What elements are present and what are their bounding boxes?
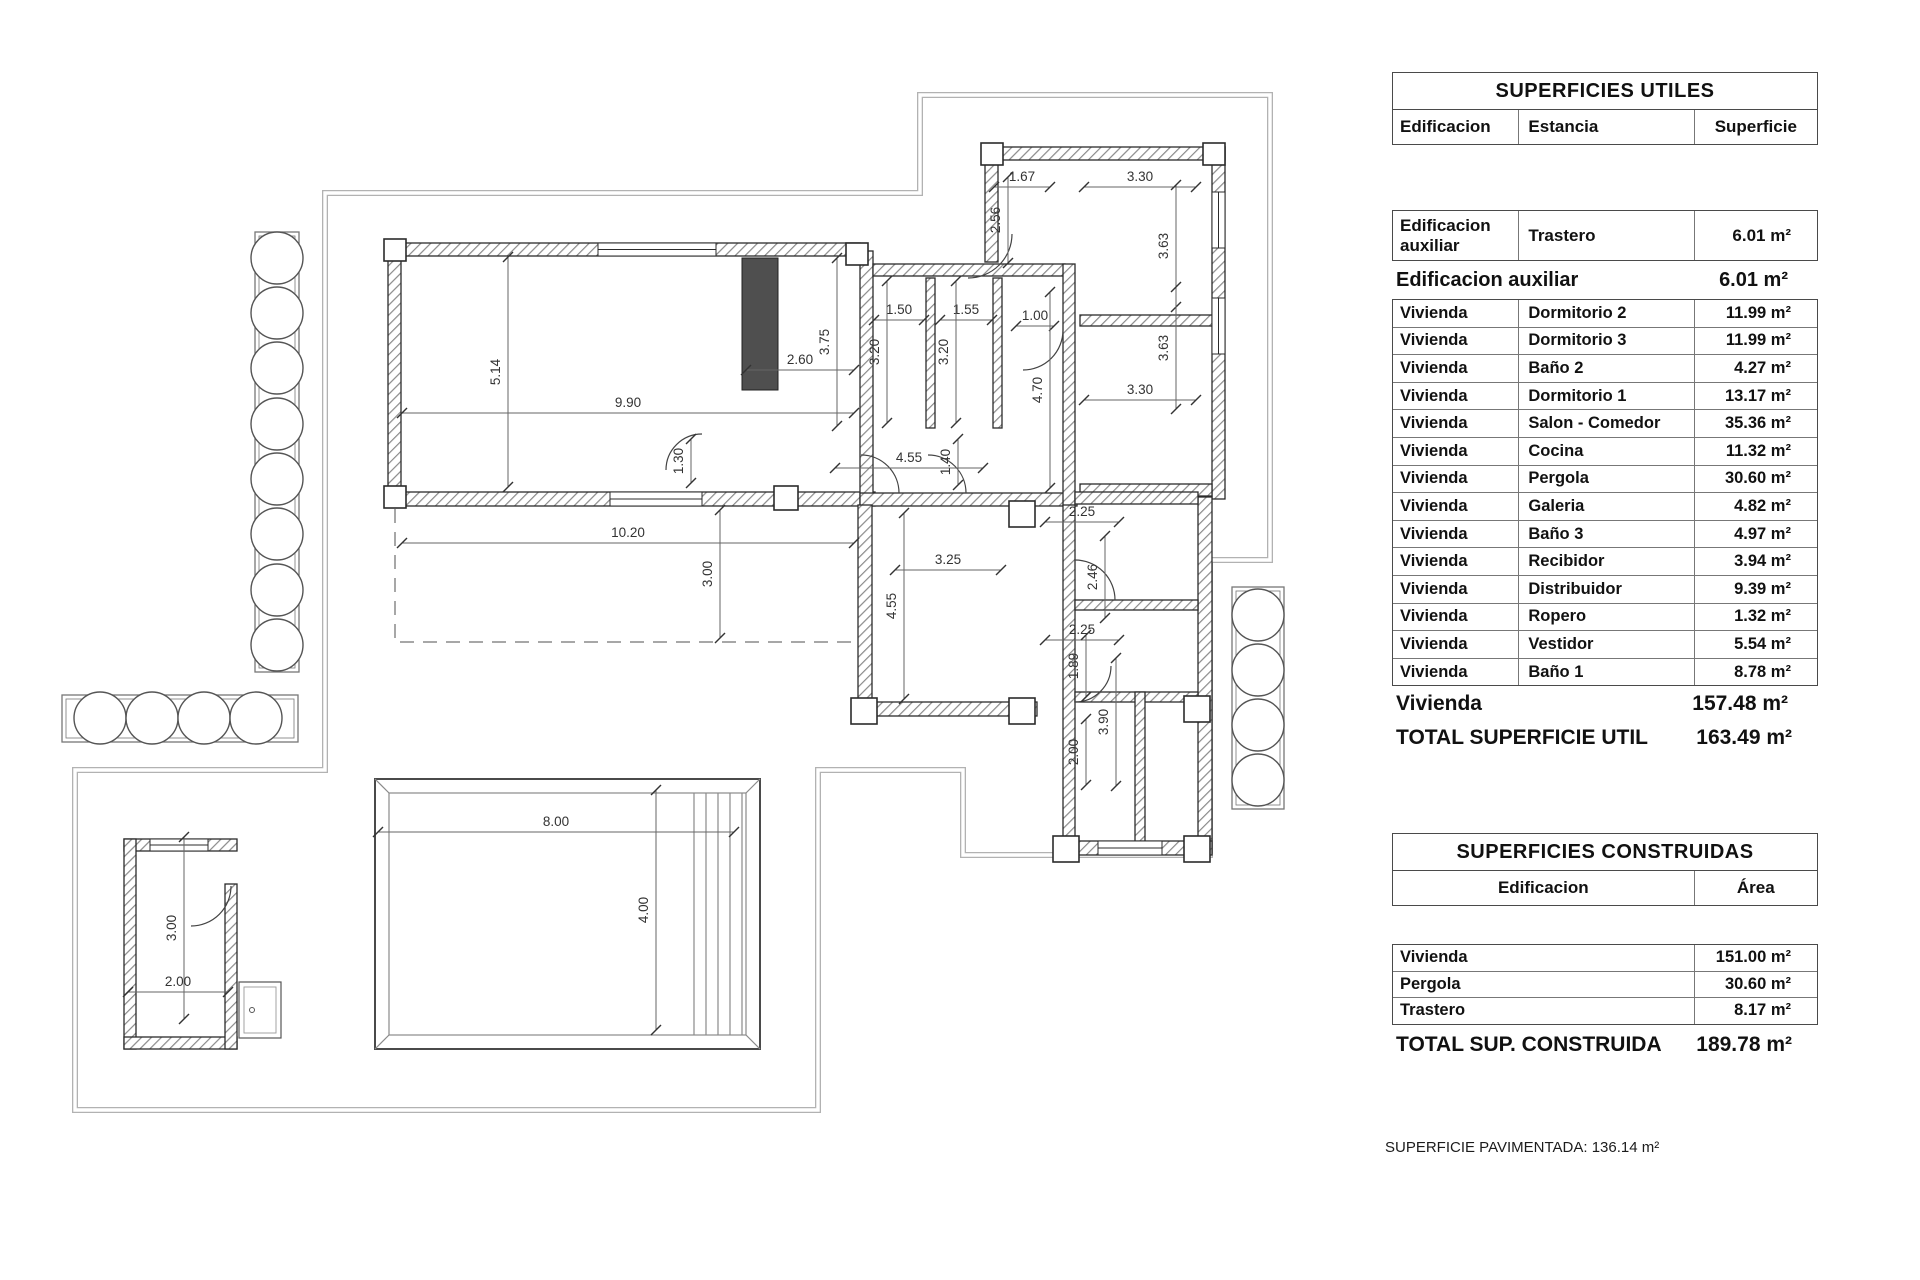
table-row: [1393, 575, 1817, 603]
equipment-pad: [239, 982, 281, 1038]
table-cell: 13.17 m²: [1694, 383, 1817, 410]
aux-subtotal: [1392, 261, 1818, 299]
table-row: [1393, 465, 1817, 493]
dimension: [890, 552, 1006, 575]
svg-text:1.40: 1.40: [938, 448, 953, 476]
dimension: [989, 169, 1055, 192]
svg-text:2.46: 2.46: [1085, 563, 1100, 591]
dimension: [830, 448, 988, 476]
table-cell: Vivienda: [1400, 414, 1468, 433]
dimension: [869, 302, 929, 325]
table-cell: Vivienda: [1400, 524, 1468, 543]
table-cell: Pergola: [1400, 974, 1461, 993]
table-cell: Dormitorio 3: [1518, 328, 1693, 355]
table-row: [1393, 437, 1817, 465]
svg-text:1.00: 1.00: [1021, 308, 1049, 323]
superficies-utiles-table: [1392, 72, 1818, 755]
table-cell: Vivienda: [1400, 634, 1468, 653]
table-cell: Dormitorio 1: [1518, 383, 1693, 410]
table-row: [1393, 300, 1817, 327]
aux-row: [1392, 210, 1818, 261]
table-row: [1393, 603, 1817, 631]
dimension: [1079, 169, 1201, 192]
table-row: [1393, 354, 1817, 382]
construidas-rows: [1392, 944, 1818, 1025]
total-util-value: 163.49 m²: [1696, 726, 1792, 750]
table-cell: Vivienda: [1400, 469, 1468, 488]
table-cell: Trastero: [1400, 1001, 1466, 1020]
pavimentada-note: SUPERFICIE PAVIMENTADA: 136.14 m²: [1385, 1139, 1660, 1156]
table-cell: Vivienda: [1400, 607, 1468, 626]
table-cell: 3.94 m²: [1694, 548, 1817, 575]
svg-text:3.30: 3.30: [1126, 169, 1154, 184]
table-cell: 30.60 m²: [1694, 972, 1818, 998]
table-row: [1393, 630, 1817, 658]
dimension: [164, 832, 192, 1024]
svg-text:3.63: 3.63: [1156, 334, 1171, 362]
col-area: Área: [1694, 871, 1817, 905]
table-cell: Vivienda: [1400, 662, 1468, 681]
aux-edificacion: Edificacion auxiliar: [1400, 215, 1491, 255]
utiles-rows: [1392, 299, 1818, 686]
total-construida-label: TOTAL SUP. CONSTRUIDA: [1396, 1032, 1662, 1056]
table-cell: 30.60 m²: [1694, 466, 1817, 493]
col-superficie: Superficie: [1694, 110, 1817, 144]
vivienda-subtotal: [1392, 686, 1818, 721]
col-edificacion-2: Edificacion: [1497, 878, 1589, 897]
table-cell: 11.99 m²: [1694, 300, 1817, 327]
total-superficie-util: [1392, 721, 1818, 755]
table-row: [1393, 658, 1817, 686]
utiles-title: SUPERFICIES UTILES: [1392, 72, 1818, 110]
table-cell: 11.99 m²: [1694, 328, 1817, 355]
table-row: [1393, 547, 1817, 575]
svg-text:4.70: 4.70: [1030, 376, 1045, 404]
svg-text:4.55: 4.55: [884, 592, 899, 620]
utiles-header: [1392, 110, 1818, 145]
svg-text:2.60: 2.60: [786, 352, 814, 367]
svg-text:4.00: 4.00: [636, 896, 651, 924]
total-construida-value: 189.78 m²: [1696, 1032, 1792, 1056]
table-cell: 5.54 m²: [1694, 631, 1817, 658]
table-cell: Baño 1: [1518, 659, 1693, 686]
svg-text:1.89: 1.89: [1066, 652, 1081, 680]
table-cell: Galeria: [1518, 493, 1693, 520]
dimension: [1156, 180, 1181, 312]
table-cell: 8.17 m²: [1694, 998, 1818, 1024]
aux-subtotal-value: 6.01 m²: [1719, 268, 1788, 291]
aux-subtotal-label: Edificacion auxiliar: [1396, 268, 1579, 291]
dimension: [1040, 504, 1124, 527]
dimension: [1040, 622, 1124, 645]
table-row: [1393, 945, 1817, 971]
table-cell: Vivienda: [1400, 441, 1468, 460]
svg-text:9.90: 9.90: [614, 395, 642, 410]
dimension: [936, 276, 961, 428]
table-cell: Vivienda: [1400, 358, 1468, 377]
total-util-label: TOTAL SUPERFICIE UTIL: [1396, 726, 1649, 750]
table-row: [1393, 997, 1817, 1024]
svg-text:2.00: 2.00: [1066, 738, 1081, 766]
table-row: [1393, 409, 1817, 437]
table-cell: Vivienda: [1400, 948, 1468, 967]
dimension: [938, 434, 963, 490]
house-walls: [388, 147, 1225, 855]
dimension: [700, 505, 725, 643]
table-cell: Salon - Comedor: [1518, 410, 1693, 437]
dimension: [1011, 308, 1059, 331]
table-row: [1393, 327, 1817, 355]
svg-text:3.20: 3.20: [936, 338, 951, 366]
table-cell: Ropero: [1518, 604, 1693, 631]
dimension: [1096, 653, 1121, 791]
dimension: [397, 395, 859, 418]
svg-text:1.67: 1.67: [1008, 169, 1036, 184]
table-cell: Vivienda: [1400, 552, 1468, 571]
table-cell: Vivienda: [1400, 303, 1468, 322]
svg-text:3.00: 3.00: [164, 914, 179, 942]
table-cell: Baño 3: [1518, 521, 1693, 548]
col-edificacion: Edificacion: [1400, 117, 1491, 136]
table-cell: Pergola: [1518, 466, 1693, 493]
aux-estancia: Trastero: [1518, 211, 1693, 260]
construidas-header: [1392, 871, 1818, 906]
dimension: [1156, 282, 1181, 414]
svg-text:3.63: 3.63: [1156, 232, 1171, 260]
svg-text:3.30: 3.30: [1126, 382, 1154, 397]
table-cell: 9.39 m²: [1694, 576, 1817, 603]
dimension: [671, 434, 696, 488]
svg-text:2.56: 2.56: [988, 206, 1003, 234]
svg-text:2.00: 2.00: [164, 974, 192, 989]
trees-bottom: [74, 692, 282, 744]
dimension: [397, 525, 859, 548]
total-sup-construida: [1392, 1025, 1818, 1065]
dimension: [817, 253, 842, 431]
col-estancia: Estancia: [1518, 110, 1693, 144]
trees-right: [1232, 589, 1284, 806]
superficies-construidas-table: [1392, 833, 1818, 1065]
table-cell: 151.00 m²: [1694, 945, 1818, 971]
svg-text:1.30: 1.30: [671, 447, 686, 475]
svg-text:10.20: 10.20: [611, 525, 645, 540]
svg-text:1.55: 1.55: [952, 302, 980, 317]
vivienda-subtotal-value: 157.48 m²: [1692, 691, 1788, 715]
table-cell: 4.82 m²: [1694, 493, 1817, 520]
table-cell: 35.36 m²: [1694, 410, 1817, 437]
svg-text:3.75: 3.75: [817, 328, 832, 356]
dimension: [935, 302, 997, 325]
table-row: [1393, 520, 1817, 548]
svg-text:1.50: 1.50: [885, 302, 913, 317]
table-cell: 4.27 m²: [1694, 355, 1817, 382]
svg-text:3.90: 3.90: [1096, 708, 1111, 736]
table-cell: Vivienda: [1400, 386, 1468, 405]
table-cell: 4.97 m²: [1694, 521, 1817, 548]
svg-text:5.14: 5.14: [488, 358, 503, 386]
table-row: [1393, 492, 1817, 520]
svg-text:3.25: 3.25: [934, 552, 962, 567]
table-cell: 11.32 m²: [1694, 438, 1817, 465]
construidas-title: SUPERFICIES CONSTRUIDAS: [1392, 833, 1818, 871]
svg-text:4.55: 4.55: [895, 450, 923, 465]
table-row: [1393, 382, 1817, 410]
table-cell: 8.78 m²: [1694, 659, 1817, 686]
dimension: [884, 508, 909, 704]
svg-text:2.25: 2.25: [1068, 504, 1096, 519]
table-cell: Dormitorio 2: [1518, 300, 1693, 327]
table-cell: Vivienda: [1400, 579, 1468, 598]
table-cell: Baño 2: [1518, 355, 1693, 382]
aux-superficie: 6.01 m²: [1694, 211, 1817, 260]
table-cell: Cocina: [1518, 438, 1693, 465]
table-cell: Vivienda: [1400, 331, 1468, 350]
table-cell: Distribuidor: [1518, 576, 1693, 603]
table-row: [1393, 971, 1817, 998]
table-cell: Vivienda: [1400, 496, 1468, 515]
table-cell: Recibidor: [1518, 548, 1693, 575]
svg-text:8.00: 8.00: [542, 814, 570, 829]
svg-text:2.25: 2.25: [1068, 622, 1096, 637]
svg-text:3.20: 3.20: [867, 338, 882, 366]
table-cell: Vestidor: [1518, 631, 1693, 658]
table-cell: 1.32 m²: [1694, 604, 1817, 631]
svg-text:3.00: 3.00: [700, 560, 715, 588]
trastero-walls: [124, 839, 237, 1049]
dimension: [123, 974, 233, 997]
vivienda-subtotal-label: Vivienda: [1396, 691, 1482, 715]
dimension: [1079, 382, 1201, 405]
dimension: [488, 252, 513, 492]
